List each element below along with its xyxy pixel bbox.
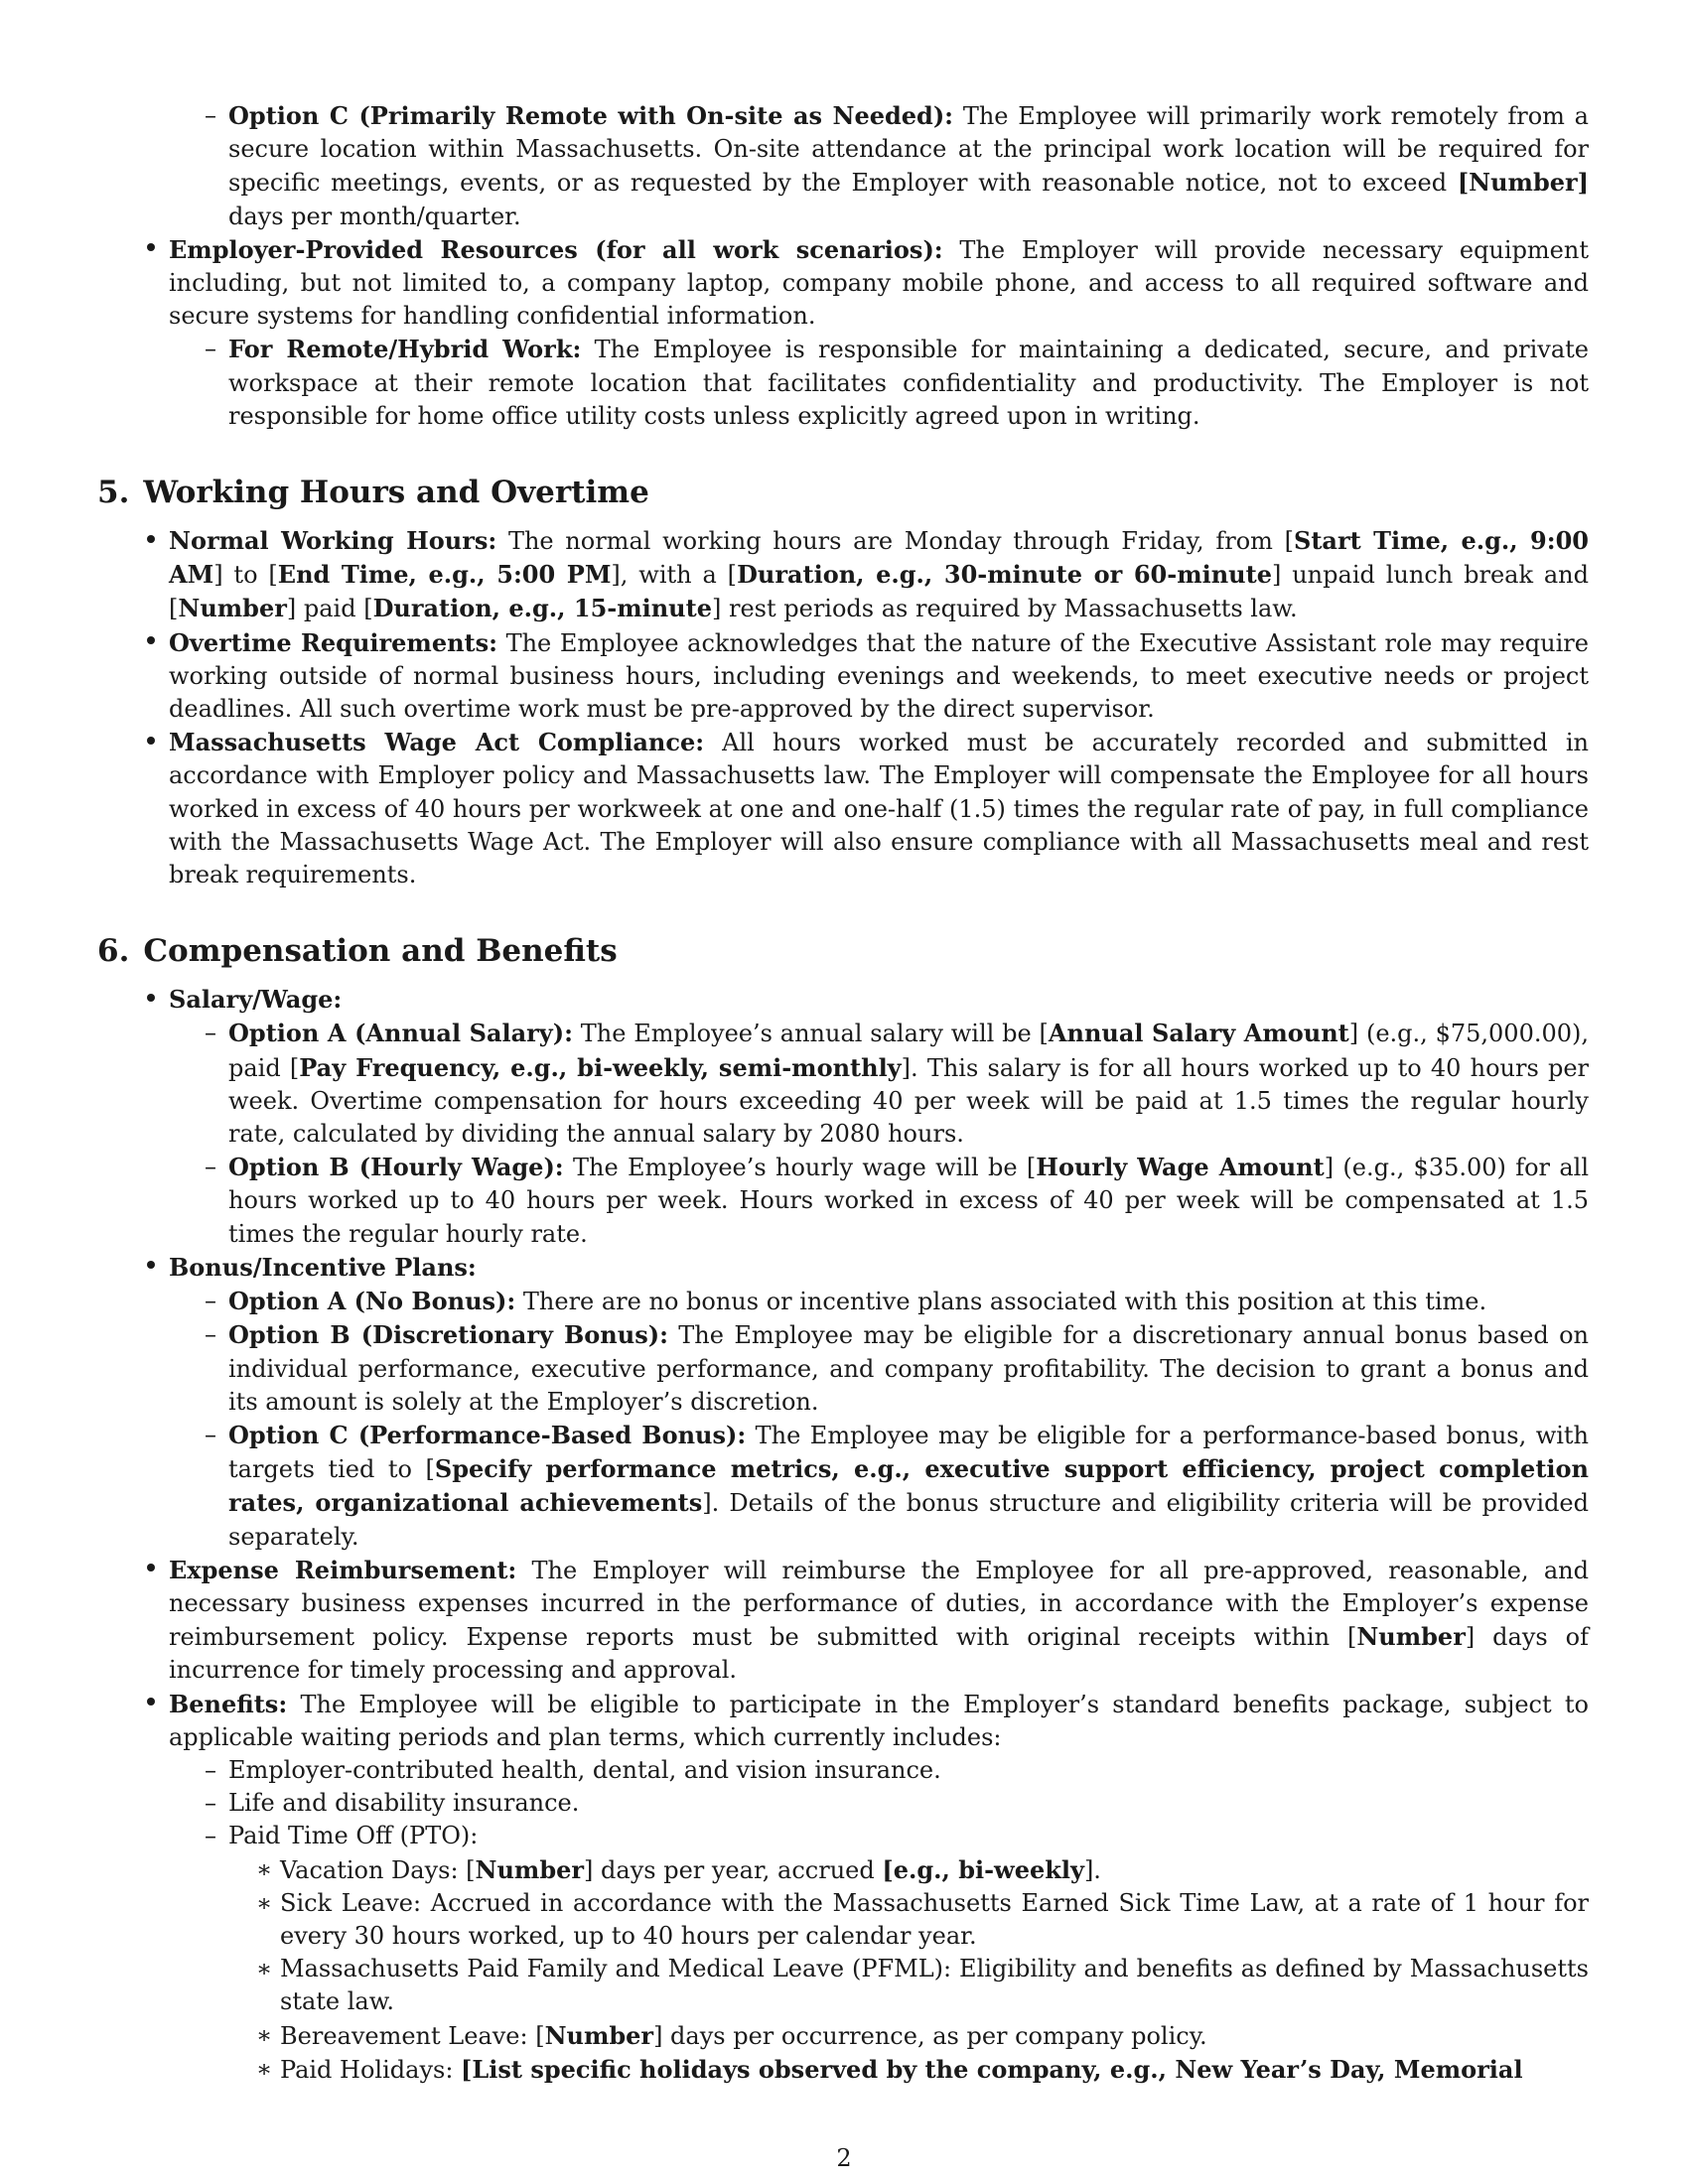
item-text: The Employee will primarily work remotely from a secure location within Massachusetts. On-site attendance at the principal work location will be required for specific meetings, events, or as requested by the Employer with reasonable notice, not to exceed [228,102,1589,198]
page-content [97,99,1589,2087]
dash-marker: – [205,1789,216,1818]
item-text: ] days per year, accrued [584,1855,883,1884]
placeholder-text: [Number] [1457,168,1589,198]
item-label: Option B (Hourly Wage): [228,1153,564,1182]
item-text: Sick Leave: Accrued in accordance with the Massachusetts Earned Sick Time Law, at a rate of 1 hour for every 30 hours worked, up to 40 hours per calendar year. [280,1888,1589,1950]
star-marker: ∗ [255,1955,273,1983]
bullet-marker [139,1251,163,1284]
dash-marker: – [205,335,216,363]
item-label: Overtime Requirements: [169,627,497,657]
list-item-normal-hours [169,524,1589,626]
item-label: Massachusetts Wage Act Compliance: [169,728,705,757]
section-number: 5. [97,475,130,511]
bullet-marker [139,233,163,266]
placeholder-text: Duration, e.g., 15-minute [372,594,712,623]
placeholder-text: Start Time, e.g., 9:00 AM [169,526,1589,590]
list-item-holidays [255,2053,1589,2087]
placeholder-text: Annual Salary Amount [1048,1019,1349,1048]
item-text: ] days of incurrence for timely processing and approval. [169,1623,1590,1685]
dash-marker: – [205,1153,216,1181]
dash-marker: – [205,1822,216,1850]
placeholder-text: [List specific holidays observed by the company, e.g., New Year’s Day, Memorial [461,2054,1523,2084]
item-text: The normal working hours are Monday through Friday, from [ [496,527,1294,556]
item-text: Paid Holidays: [280,2055,462,2084]
item-text: The Employee’s annual salary will be [ [572,1020,1049,1048]
item-text: days per month/quarter. [228,202,521,230]
list-item-bonus-plans [169,1251,1589,1285]
placeholder-text: Specify performance metrics, e.g., executive support efficiency, project completion rates, organizational achievements [228,1454,1589,1518]
item-text: Paid Time Off (PTO): [228,1822,479,1850]
dash-marker: – [205,1287,216,1315]
placeholder-text: Number [544,2020,654,2050]
item-text: ] (e.g., $75,000.00), paid [ [228,1020,1589,1082]
list-item-pto [205,1820,1589,1852]
list-item-bonus-c [205,1419,1590,1554]
item-text: Massachusetts Paid Family and Medical Leave (PFML): Eligibility and benefits as defined by Massachusetts state law. [280,1955,1589,2016]
placeholder-text: Number [475,1854,585,1884]
item-label: For Remote/Hybrid Work: [228,335,582,364]
item-text: ] to [ [213,561,278,590]
item-label: Option A (No Bonus): [228,1287,516,1316]
placeholder-text: [e.g., bi-weekly [882,1854,1084,1884]
item-text: ]. Details of the bonus structure and eligibility criteria will be provided separately. [228,1489,1589,1551]
list-item-expense [169,1554,1589,1688]
item-text: Employer-contributed health, dental, and vision insurance. [228,1755,941,1784]
item-text: The Employee will be eligible to participate in the Employer’s standard benefits package, subject to applicable waiting periods and plan terms, which currently includes: [169,1690,1589,1751]
list-item-employer-resources [169,233,1589,334]
section-title: Compensation and Benefits [143,933,618,970]
placeholder-text: Duration, e.g., 30-minute or 60-minute [737,560,1272,590]
bullet-marker [139,524,163,557]
dash-marker: – [205,1320,216,1349]
list-item-bonus-a [205,1285,1589,1318]
list-item-salary-wage [169,983,1589,1017]
bullet-marker [139,626,163,659]
bullet-marker [139,1554,163,1586]
item-text: ]. This salary is for all hours worked up to 40 hours per week. Overtime compensation for hours exceeding 40 per week will be paid at 1.5 times the regular hourly rate, calculated by dividing the annual salary by 2080 hours. [228,1053,1590,1149]
item-text: Bereavement Leave: [ [280,2021,545,2050]
list-item-benefits [169,1688,1589,1754]
bullet-marker [139,983,163,1016]
list-item-pfml [255,1953,1589,2018]
item-label: Expense Reimbursement: [169,1555,517,1584]
placeholder-text: End Time, e.g., 5:00 PM [277,560,612,590]
star-marker: ∗ [255,1888,273,1917]
list-item-wage-act [169,726,1589,891]
item-label: Normal Working Hours: [169,526,497,556]
item-text: ] unpaid lunch break and [ [169,561,1590,623]
dash-marker: – [205,101,216,129]
item-text: ] (e.g., $35.00) for all hours worked up to 40 hours per week. Hours worked in excess of 40 per week will be compensated at 1.5 times the regular hourly rate. [228,1154,1590,1248]
item-label: Employer-Provided Resources (for all work scenarios): [169,234,943,264]
item-text: ] paid [ [286,595,373,623]
page-number: 2 [836,2144,852,2172]
star-marker: ∗ [255,1854,273,1883]
list-item-bereavement [255,2019,1589,2053]
placeholder-text: Hourly Wage Amount [1036,1153,1325,1182]
item-text: The Employee acknowledges that the nature of the Executive Assistant role may require working outside of normal business hours, including evenings and weekends, to meet executive needs or project deadlines. All such overtime work must be pre-approved by the direct supervisor. [169,628,1589,724]
item-text: ], with a [ [611,561,738,590]
placeholder-text: Number [1356,1622,1466,1652]
section-number: 6. [97,933,130,970]
item-label: Option C (Performance-Based Bonus): [228,1420,747,1449]
item-text: The Employer will provide necessary equipment including, but not limited to, a company laptop, company mobile phone, and access to all required software and secure systems for handling confidential information. [169,235,1589,331]
placeholder-text: Number [178,594,287,623]
item-label: Option C (Primarily Remote with On-site as Needed): [228,101,954,130]
item-label: Benefits: [169,1689,288,1718]
item-text: The Employee may be eligible for a discretionary annual bonus based on individual performance, executive performance, and company profitability. The decision to grant a bonus and its amount is solely at the Employer’s discretion. [228,1321,1589,1416]
dash-marker: – [205,1755,216,1784]
section-heading-6 [97,931,1589,971]
item-text: All hours worked must be accurately recorded and submitted in accordance with Employer policy and Massachusetts law. The Employer will compensate the Employee for all hours worked in excess of 40 hours per workweek at one and one-half (1.5) times the regular rate of pay, in full compliance with the Massachusetts Wage Act. The Employer will also ensure compliance with all Massachusetts meal and rest break requirements. [169,729,1589,889]
bullet-marker [139,1688,163,1720]
placeholder-text: Pay Frequency, e.g., bi-weekly, semi-monthly [299,1052,902,1082]
item-label: Option A (Annual Salary): [228,1019,573,1048]
item-text: The Employer will reimburse the Employee for all pre-approved, reasonable, and necessary business expenses incurred in the performance of duties, in accordance with the Employer’s expense reimbursement policy. Expense reports must be submitted with original receipts within [ [169,1556,1589,1652]
section-title: Working Hours and Overtime [143,475,649,511]
list-item-sick-leave [255,1887,1589,1953]
list-item-remote-hybrid [205,333,1589,433]
item-text: Vacation Days: [ [280,1855,476,1884]
item-text: The Employee is responsible for maintaining a dedicated, secure, and private workspace at their remote location that facilitates confidentiality and productivity. The Employer is not responsible for home office utility costs unless explicitly agreed upon in writing. [228,336,1589,430]
list-item-option-c [205,99,1589,233]
list-item-option-b-hourly [205,1151,1590,1251]
item-text: There are no bonus or incentive plans associated with this position at this time. [515,1288,1487,1316]
list-item-bonus-b [205,1318,1589,1419]
item-text: ] rest periods as required by Massachusetts law. [712,595,1298,623]
item-label: Salary/Wage: [169,985,343,1015]
star-marker: ∗ [255,2054,273,2083]
list-item-health [205,1754,1589,1787]
list-item-life [205,1787,1589,1820]
dash-marker: – [205,1420,216,1448]
item-text: Life and disability insurance. [228,1789,580,1818]
item-label: Option B (Discretionary Bonus): [228,1320,668,1350]
bullet-marker [139,726,163,758]
list-item-overtime [169,626,1589,727]
star-marker: ∗ [255,2020,273,2049]
item-text: The Employee may be eligible for a performance-based bonus, with targets tied to [ [228,1421,1590,1484]
item-text: ] days per occurrence, as per company policy. [653,2021,1207,2050]
item-text: The Employee’s hourly wage will be [ [563,1154,1037,1182]
list-item-option-a-salary [205,1017,1590,1151]
item-text: ]. [1083,1855,1101,1884]
dash-marker: – [205,1019,216,1047]
list-item-vacation [255,1853,1589,1887]
item-label: Bonus/Incentive Plans: [169,1252,477,1282]
section-heading-5 [97,473,1589,512]
